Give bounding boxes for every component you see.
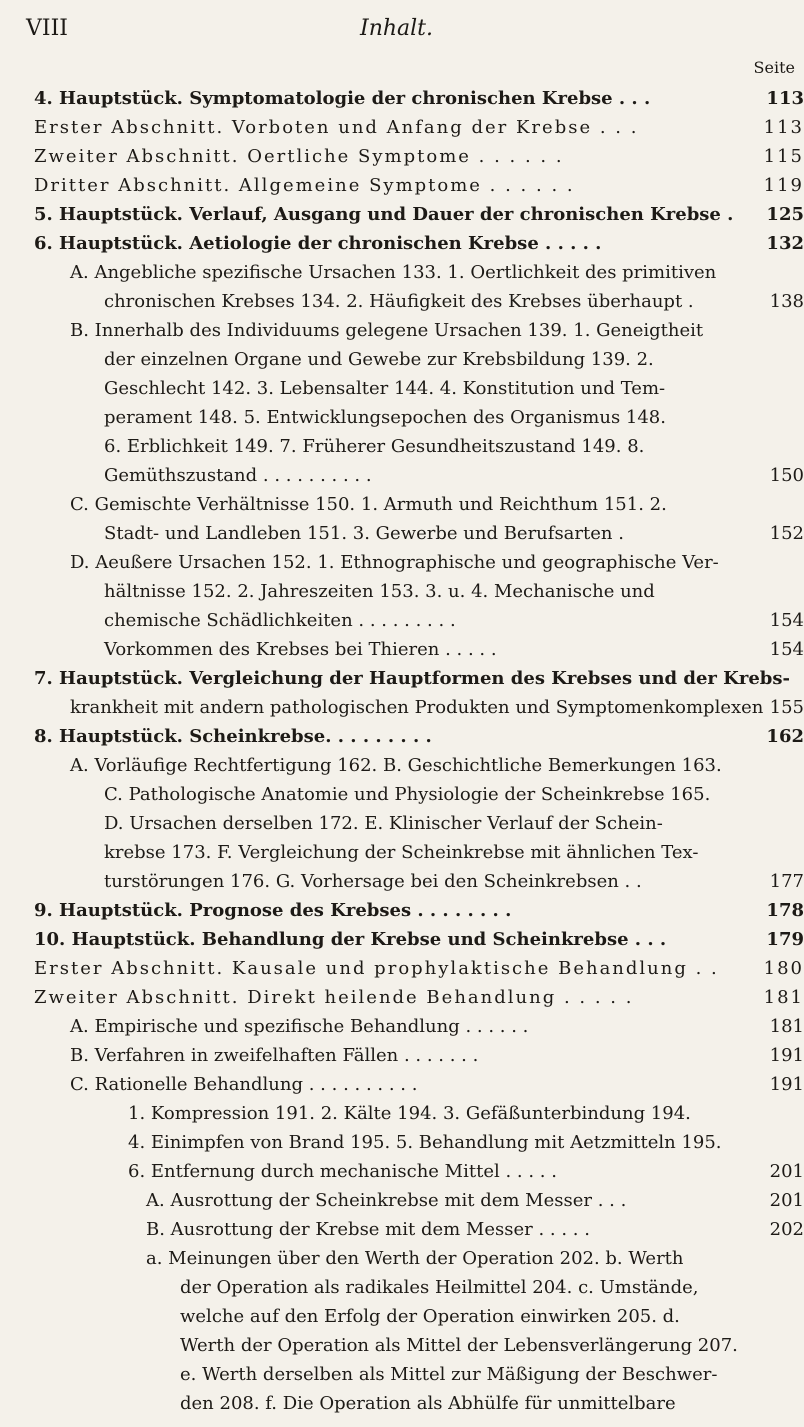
seite-column-label: Seite [753,58,795,77]
toc-entry-text: chronischen Krebses 134. 2. Häufigkeit des Krebses überhaupt . [104,291,694,312]
toc-entry-page: 179 [766,929,804,950]
toc-entry-text: turstörungen 176. G. Vorhersage bei den Scheinkrebsen . . [104,871,642,892]
toc-entry-text: A. Empirische und spezifische Behandlung . . . . . . [70,1016,529,1037]
toc-entry-text: Erster Abschnitt. Vorboten und Anfang der Krebse . . . [34,117,639,138]
toc-entry-text: Erster Abschnitt. Kausale und prophylaktische Behandlung . . [34,958,719,979]
toc-entry [34,1331,804,1360]
toc-entry-text: A. Ausrottung der Scheinkrebse mit dem Messer . . . [146,1190,627,1211]
toc-entry [34,954,804,983]
toc-entry [34,461,804,490]
toc-entry-text: 4. Hauptstück. Symptomatologie der chronischen Krebse . . . [34,88,651,109]
toc-entry-page: 191 [769,1045,804,1066]
toc-entry [34,838,804,867]
toc-entry-page: 180 [763,958,804,979]
toc-entry-page: 181 [769,1016,804,1037]
toc-entry-text: Gemüthszustand . . . . . . . . . . [104,465,372,486]
toc-entry [34,490,804,519]
toc-entry-page: 177 [769,871,804,892]
toc-entry-text: 6. Erblichkeit 149. 7. Früherer Gesundheitszustand 149. 8. [104,436,645,457]
toc-entry [34,1215,804,1244]
toc-entry-page: 132 [766,233,804,254]
toc-entry-text: Stadt- und Landleben 151. 3. Gewerbe und Berufsarten . [104,523,624,544]
toc-entry [34,519,804,548]
toc-entry-text: 6. Hauptstück. Aetiologie der chronischen Krebse . . . . . [34,233,602,254]
toc-entry-text: welche auf den Erfolg der Operation einwirken 205. d. [180,1306,680,1327]
toc-entry-page: 154 [769,639,804,660]
toc-entry [34,200,804,229]
toc-entry [34,432,804,461]
toc-entry-text: D. Aeußere Ursachen 152. 1. Ethnographische und geographische Ver- [70,552,719,573]
toc-entry-page: 181 [763,987,804,1008]
toc-entry [34,1070,804,1099]
toc-entry [34,1360,804,1389]
toc-entry [34,664,804,693]
toc-entry-text: chemische Schädlichkeiten . . . . . . . . . [104,610,456,631]
toc-entry [34,1099,804,1128]
page-number: VIII [26,16,68,41]
toc-entry [34,113,804,142]
toc-entry-text: 10. Hauptstück. Behandlung der Krebse und Scheinkrebse . . . [34,929,667,950]
running-title: Inhalt. [360,16,434,41]
toc-entry [34,548,804,577]
toc-entry-text: hältnisse 152. 2. Jahreszeiten 153. 3. u. 4. Mechanische und [104,581,655,602]
toc-entry-page: 119 [763,175,804,196]
toc-entry-text: der Operation als radikales Heilmittel 204. c. Umstände, [180,1277,699,1298]
toc-entry-text: 4. Einimpfen von Brand 195. 5. Behandlung mit Aetzmitteln 195. [128,1132,722,1153]
toc-entry-text: Zweiter Abschnitt. Oertliche Symptome . . . . . . [34,146,564,167]
toc-entry-page: 202 [769,1219,804,1240]
toc-entry [34,374,804,403]
toc-entry-text: B. Verfahren in zweifelhaften Fällen . . . . . . . [70,1045,479,1066]
toc-entry [34,403,804,432]
toc-entry-page: 154 [769,610,804,631]
toc-entry-page: 155 [769,697,804,718]
toc-entry-text: Zweiter Abschnitt. Direkt heilende Behandlung . . . . . [34,987,634,1008]
toc-entry [34,780,804,809]
toc-entry [34,635,804,664]
toc-entry-text: krebse 173. F. Vergleichung der Scheinkrebse mit ähnlichen Tex- [104,842,699,863]
toc-entry-text: 5. Hauptstück. Verlauf, Ausgang und Dauer der chronischen Krebse . [34,204,734,225]
toc-entry-text: a. Meinungen über den Werth der Operation 202. b. Werth [146,1248,684,1269]
toc-entry [34,258,804,287]
toc-entry-text: Werth der Operation als Mittel der Lebensverlängerung 207. [180,1335,738,1356]
toc-entry-text: e. Werth derselben als Mittel zur Mäßigung der Beschwer- [180,1364,718,1385]
toc-entry [34,84,804,113]
toc-entry [34,316,804,345]
page-header [0,6,801,46]
toc-entry-page: 178 [766,900,804,921]
toc-entry [34,809,804,838]
toc-entry-text: C. Gemischte Verhältnisse 150. 1. Armuth und Reichthum 151. 2. [70,494,667,515]
toc-entry [34,1157,804,1186]
toc-entry-text: 6. Entfernung durch mechanische Mittel . . . . . [128,1161,557,1182]
toc-entry [34,925,804,954]
toc-entry-page: 191 [769,1074,804,1095]
toc-entry [34,606,804,635]
toc-entry [34,1012,804,1041]
toc-entry [34,577,804,606]
toc-entry-page: 201 [769,1161,804,1182]
toc-entry-page: 201 [769,1190,804,1211]
toc-entry [34,1041,804,1070]
toc-entry [34,142,804,171]
table-of-contents [34,84,804,1418]
toc-entry-page: 152 [769,523,804,544]
toc-entry-text: Dritter Abschnitt. Allgemeine Symptome . . . . . . [34,175,575,196]
toc-entry [34,1302,804,1331]
toc-entry-text: C. Rationelle Behandlung . . . . . . . . . . [70,1074,418,1095]
toc-entry [34,229,804,258]
toc-entry-page: 115 [763,146,804,167]
toc-entry-page: 125 [766,204,804,225]
toc-entry-page: 113 [763,117,804,138]
toc-entry-text: Geschlecht 142. 3. Lebensalter 144. 4. Konstitution und Tem- [104,378,666,399]
toc-entry-text: 1. Kompression 191. 2. Kälte 194. 3. Gefäßunterbindung 194. [128,1103,691,1124]
toc-entry-page: 138 [769,291,804,312]
toc-entry [34,1273,804,1302]
toc-entry [34,693,804,722]
toc-entry [34,171,804,200]
toc-entry-text: D. Ursachen derselben 172. E. Klinischer Verlauf der Schein- [104,813,663,834]
toc-entry-page: 150 [769,465,804,486]
toc-entry [34,1128,804,1157]
toc-entry [34,983,804,1012]
toc-entry-text: B. Ausrottung der Krebse mit dem Messer . . . . . [146,1219,590,1240]
toc-entry [34,867,804,896]
toc-entry-text: den 208. f. Die Operation als Abhülfe für unmittelbare [180,1393,676,1414]
toc-entry-text: C. Pathologische Anatomie und Physiologie der Scheinkrebse 165. [104,784,711,805]
toc-entry-text: B. Innerhalb des Individuums gelegene Ursachen 139. 1. Geneigtheit [70,320,704,341]
toc-entry-text: perament 148. 5. Entwicklungsepochen des Organismus 148. [104,407,666,428]
toc-entry-text: Vorkommen des Krebses bei Thieren . . . . . [104,639,497,660]
toc-entry-page: 162 [766,726,804,747]
toc-entry-text: A. Vorläufige Rechtfertigung 162. B. Geschichtliche Bemerkungen 163. [70,755,722,776]
toc-entry-text: 7. Hauptstück. Vergleichung der Hauptformen des Krebses und der Krebs- [34,668,790,689]
toc-entry-text: A. Angebliche spezifische Ursachen 133. 1. Oertlichkeit des primitiven [70,262,717,283]
toc-entry-text: krankheit mit andern pathologischen Produkten und Symptomenkomplexen [70,697,764,718]
toc-entry-page: 113 [766,88,804,109]
toc-entry [34,345,804,374]
toc-entry [34,751,804,780]
toc-entry-text: der einzelnen Organe und Gewebe zur Krebsbildung 139. 2. [104,349,654,370]
toc-entry [34,722,804,751]
toc-entry [34,1389,804,1418]
toc-entry [34,1186,804,1215]
toc-entry [34,1244,804,1273]
toc-entry-text: 8. Hauptstück. Scheinkrebse. . . . . . . . . [34,726,432,747]
toc-entry [34,287,804,316]
toc-entry [34,896,804,925]
toc-entry-text: 9. Hauptstück. Prognose des Krebses . . . . . . . . [34,900,512,921]
